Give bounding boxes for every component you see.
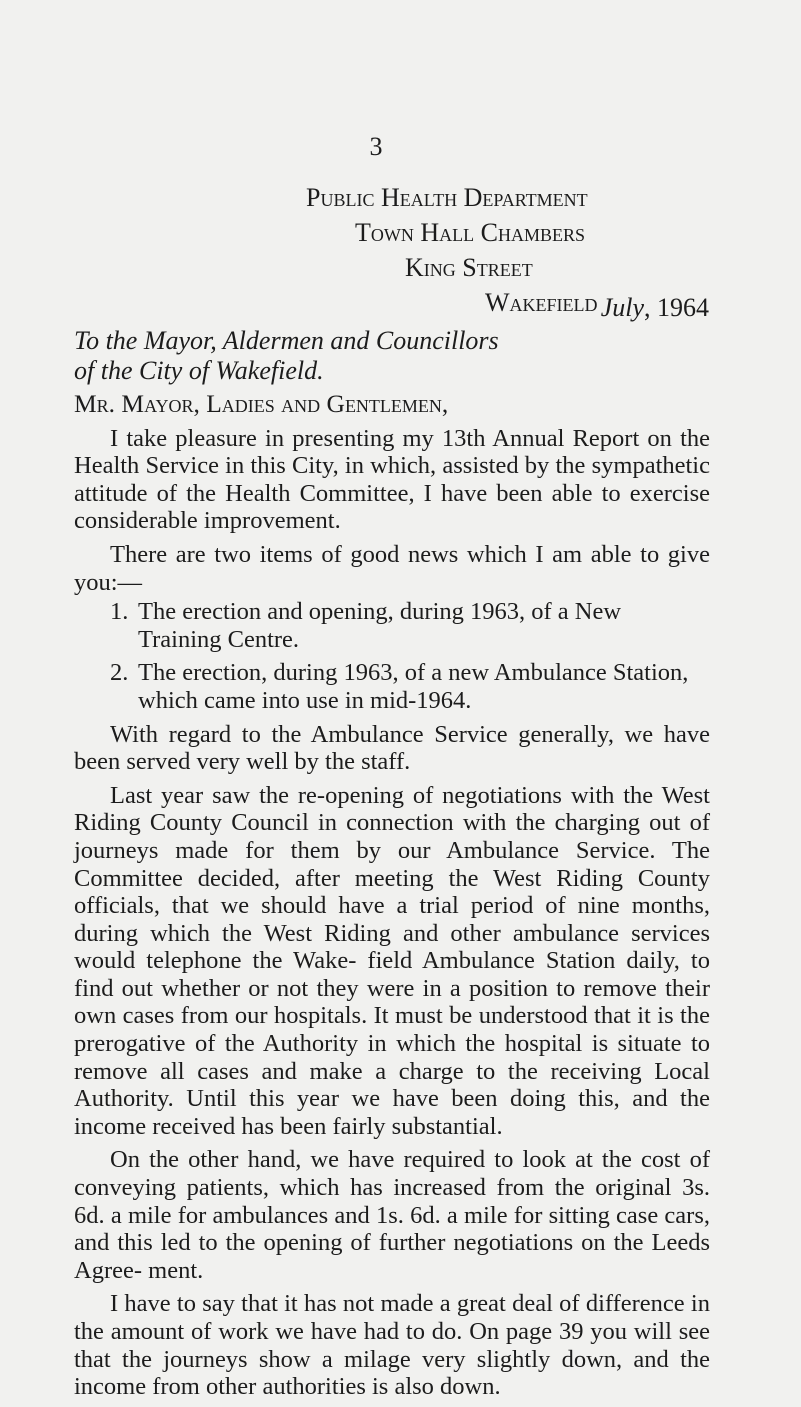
address-line-department: Public Health Department xyxy=(306,183,588,212)
numbered-list xyxy=(74,598,710,714)
paragraph: I have to say that it has not made a great deal of difference in the amount of work we have had to do. On page 39 you will see that the journeys show a milage very slightly down, and the income from other authorities is also down. xyxy=(74,1290,710,1401)
list-item xyxy=(74,659,710,714)
address-line-city: Wakefield xyxy=(485,288,598,317)
paragraph: With regard to the Ambulance Service generally, we have been served very well by the staff. xyxy=(74,720,710,776)
list-item xyxy=(74,598,710,653)
list-item-number: 2. xyxy=(110,659,129,687)
paragraph: Last year saw the re-opening of negotiations with the West Riding County Council in connection with the charging out of journeys made for them by our Ambulance Service. The Committee decided, after meeting the West Riding County officials, that we should have a trial period of nine months, during which the West Riding and other ambulance services would telephone the Wake- field Ambulance Station daily, to find out whether or not they were in a position to remove their own cases from our hospitals. It must be understood that it is the prerogative of the Authority in which the hospital is situate to remove all cases and make a charge to the receiving Local Authority. Until this year we have been doing this, and the income received has been fairly substantial. xyxy=(74,781,710,1140)
addressee xyxy=(74,326,499,386)
date-year: 1964 xyxy=(657,293,709,322)
address-line-building: Town Hall Chambers xyxy=(355,218,585,247)
page-number: 3 xyxy=(369,132,383,161)
date-month: July xyxy=(600,293,644,322)
addressee-line-1: To the Mayor, Aldermen and Councillors xyxy=(74,326,499,355)
paragraph: There are two items of good news which I am able to give you:— xyxy=(74,540,710,596)
salutation: Mr. Mayor, Ladies and Gentlemen, xyxy=(74,389,449,418)
paragraph: I take pleasure in presenting my 13th Annual Report on the Health Service in this City, in which, assisted by the sympathetic attitude of the Health Committee, I have been able to exercise considerable improvement. xyxy=(74,424,710,535)
letter-date: July, 1964 xyxy=(600,293,709,322)
address-line-street: King Street xyxy=(405,253,533,282)
paragraph: On the other hand, we have required to look at the cost of conveying patients, which has increased from the original 3s. 6d. a mile for ambulances and 1s. 6d. a mile for sitting case cars, and this led to the opening of further negotiations on the Leeds Agree- ment. xyxy=(74,1146,710,1284)
addressee-line-2: of the City of Wakefield. xyxy=(74,356,324,385)
list-item-text: The erection and opening, during 1963, of a New Training Centre. xyxy=(138,598,622,653)
list-item-text: The erection, during 1963, of a new Ambulance Station, which came into use in mid-1964. xyxy=(138,659,689,714)
list-item-number: 1. xyxy=(110,598,129,626)
letter-body xyxy=(74,390,710,1407)
